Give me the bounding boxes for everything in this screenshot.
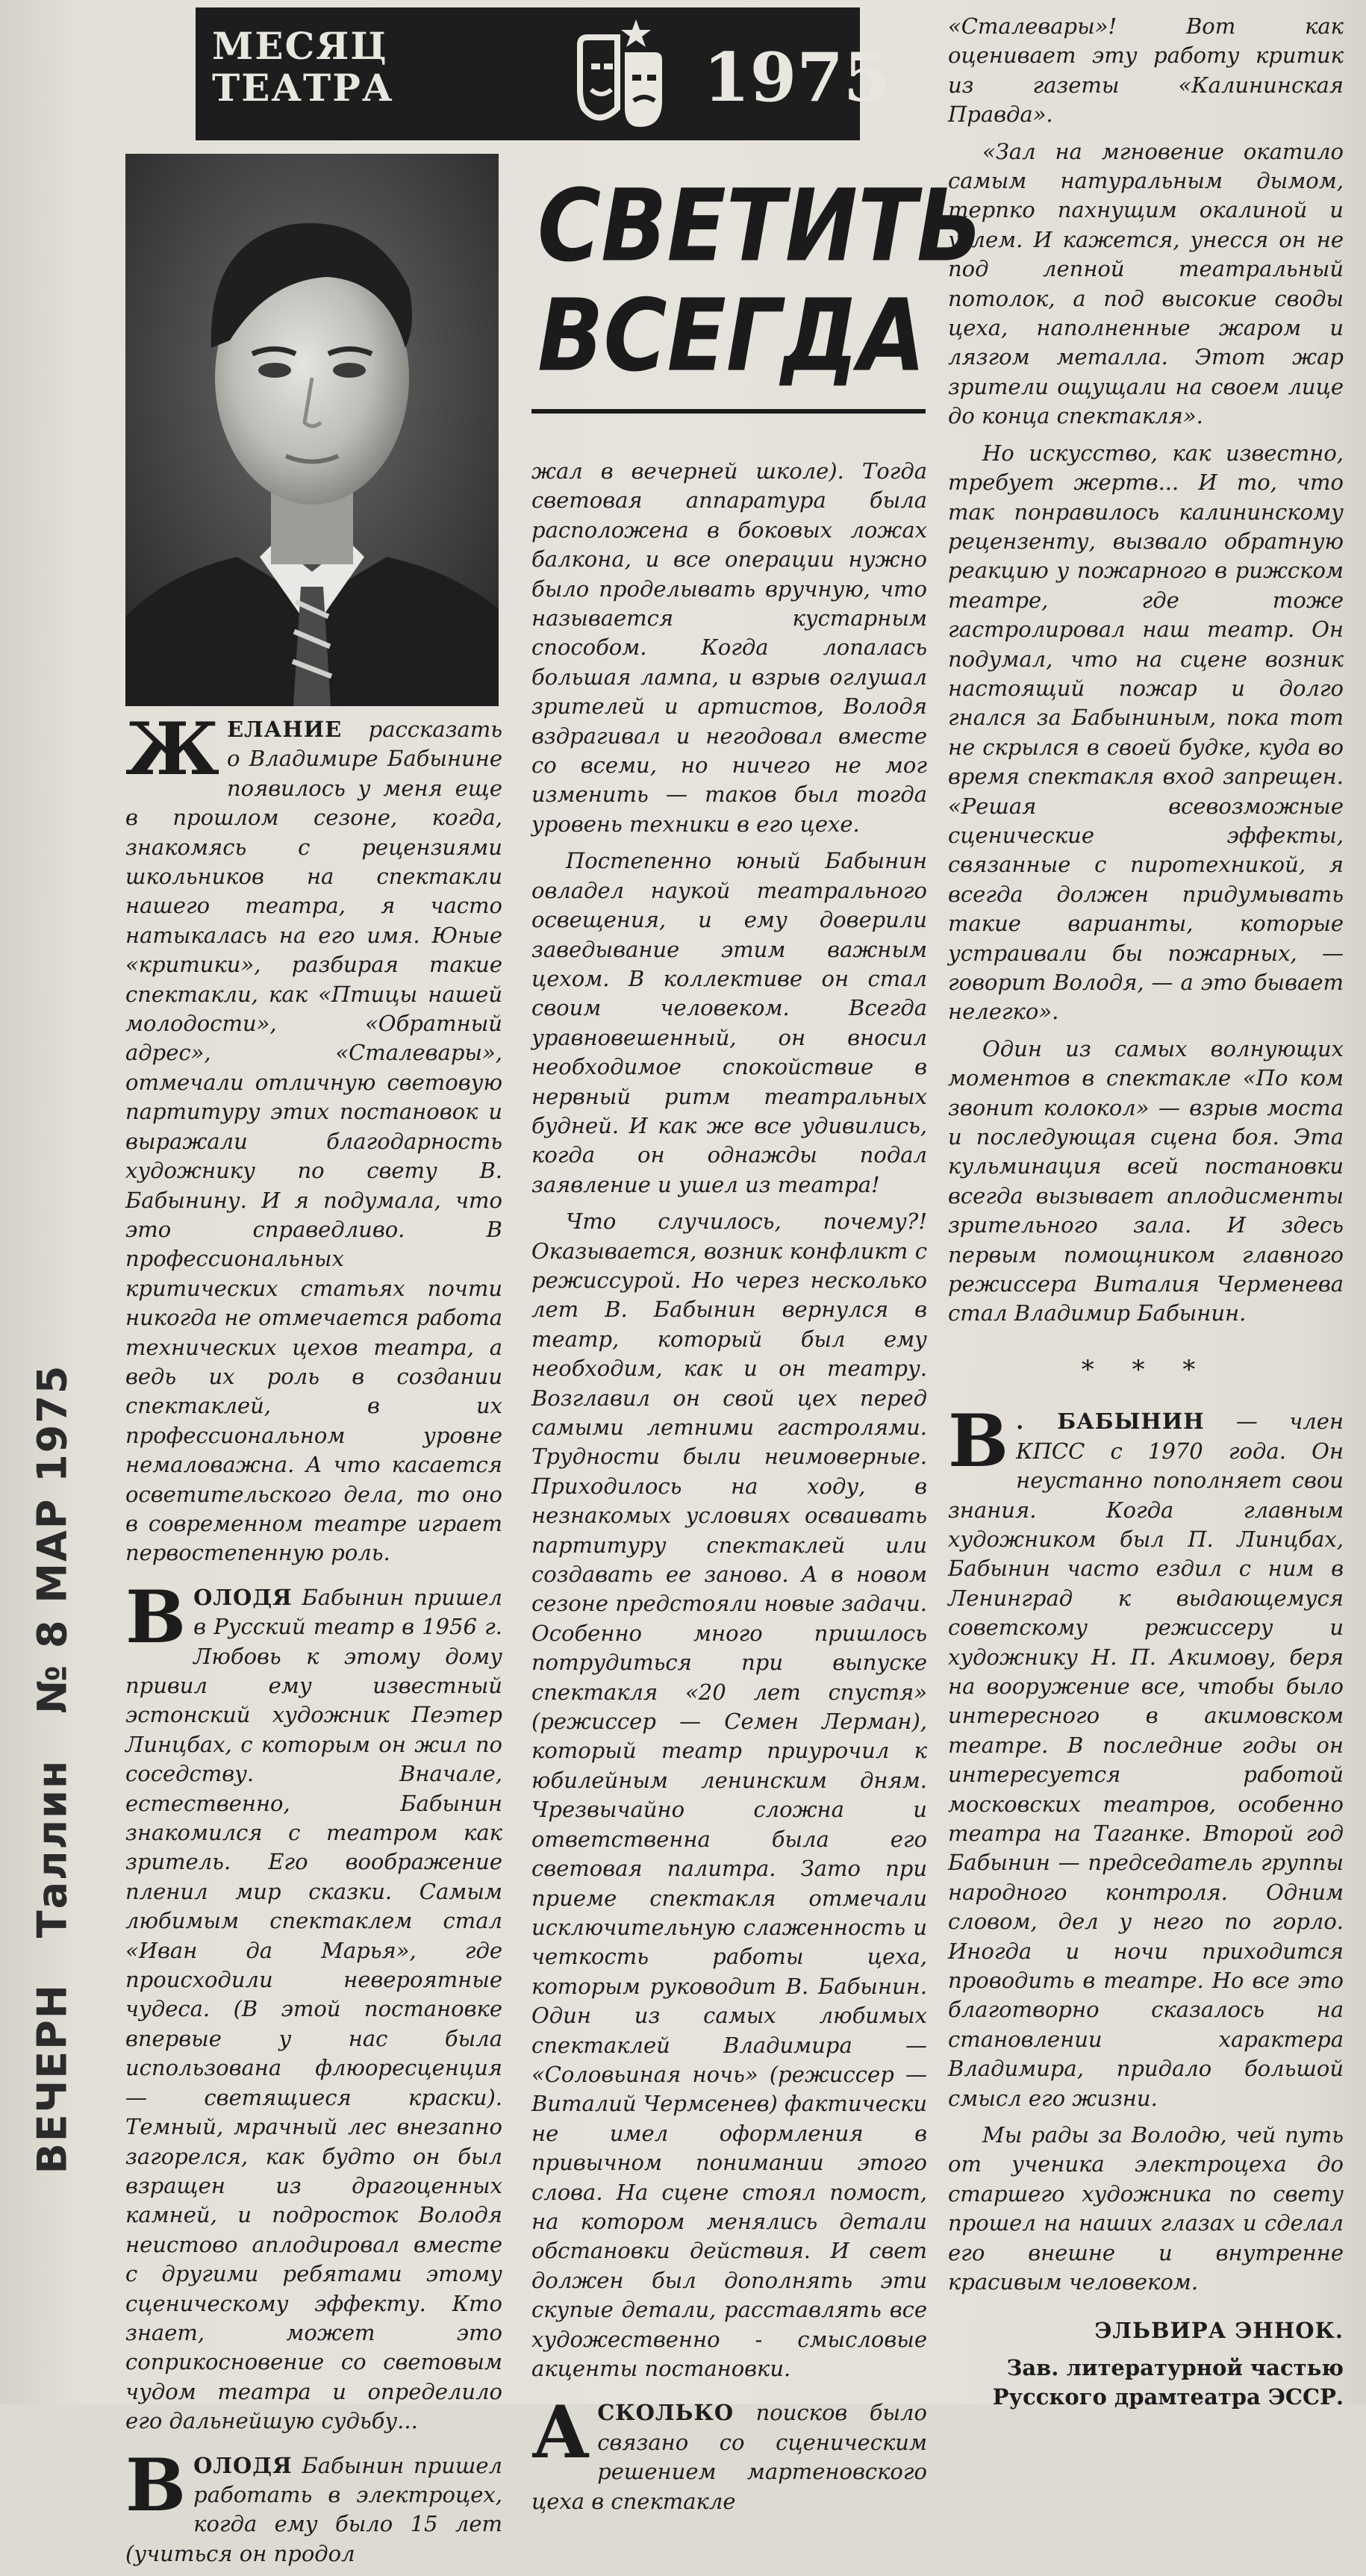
- archive-stamp: [22, 1364, 82, 2174]
- stamp-city: Таллин: [28, 1759, 76, 1939]
- lead-word: ЕЛАНИЕ: [226, 717, 343, 742]
- article-paragraph: [125, 707, 502, 1568]
- paragraph-text: поисков было связано со сценическим решением мартеновского цеха в спектакле: [531, 2400, 927, 2514]
- paragraph-text: рассказать о Владимире Бабынине появилось у меня еще в прошлом сезоне, когда, знакомясь с рецензиями школьников на спектакли нашего театра, я часто натыкалась на его имя. Юные «критики», разбирая такие спектакли, как «Птицы нашей молодости», «Обратный адрес», «Сталевары», отмечали отличную световую партитуру этих постановок и выражали благодарность художнику по свету В. Бабынину. И я подумала, что это справедливо. В профессиональных критических статьях почти никогда не отмечается работа технических цехов театра, а ведь их роль в создании спектаклей, в их профессиональном уровне немаловажна. А что касается осветительского дела, то оно в современном театре играет первостепенную роль.: [125, 717, 502, 1566]
- article-headline: [537, 168, 983, 394]
- section-separator: * * *: [1081, 1354, 1211, 1385]
- theatre-mask-star-icon: [558, 15, 684, 134]
- drop-cap: Ж: [125, 707, 219, 791]
- article-paragraph: «Сталевары»! Вот как оценивает эту работу критик из газеты «Калининская Правда».: [948, 13, 1344, 128]
- paragraph-text: — член КПСС с 1970 года. Он неустанно пополняет свои знания. Когда главным художником был П. Линцбах, Бабынин часто ездил с ним в Ленинград к выдающемуся советскому режиссеру и художнику Н. П. Акимову, беря на вооружение все, чтобы было интересного в акимовском театре. В последние годы он интересуется работой московских театров, особенно театра на Таганке. Второй год Бабынин — председатель группы народного контроля. Одним словом, дел у него по горло. Иногда и ночи приходится проводить в театре. Но все это благотворно сказалось на становлении характера Владимира, придало большой смысл его жизни.: [948, 1409, 1344, 2111]
- article-column-2: [531, 457, 927, 2524]
- banner-title: МЕСЯЦ ТЕАТРА: [212, 24, 394, 110]
- article-column-1: [125, 707, 502, 2576]
- lead-word: . БАБЫНИН: [1016, 1409, 1205, 1435]
- article-paragraph: «Зал на мгновение окатило самым натуральным дымом, терпко пахнущим окалиной и углем. И кажется, унесся он не под лепной театральный потолок, а под высокие своды цеха, наполненные жаром и лязгом металла. Этот жар зрители ощущали на своем лице до конца спектакля».: [948, 138, 1344, 429]
- lead-word: СКОЛЬКО: [597, 2400, 735, 2426]
- article-paragraph: Постепенно юный Бабынин овладел наукой театрального освещения, и ему доверили заведывание этим важным цехом. В коллективе он стал своим человеком. Всегда уравновешенный, он вносил необходимое спокойствие в нервный ритм театральных будней. И как же все удивились, когда он однажды подал заявление и ушел из театра!: [531, 848, 927, 1197]
- paragraph-text: Бабынин пришел в Русский театр в 1956 г. Любовь к этому дому привил ему известный эстонский художник Пеэтер Линцбах, с которым он жил по соседству. Вначале, естественно, Бабынин знакомился с театром как зритель. Его воображение пленил мир сказки. Самым любимым спектаклем стал «Иван да Марья», где происходили невероятные чудеса. (В этой постановке впервые у нас была использована флюоресценция — светящиеся краски). Темный, мрачный лес внезапно загорелся, как будто он был взращен из драгоценных камней, и подросток Володя неистово аплодировал вместе с другими ребятами этому сценическому эффекту. Кто знает, может это соприкосновение со световым чудом театра и определило его дальнейшую судьбу...: [125, 1584, 502, 2434]
- archive-stamp-text: [29, 1335, 76, 2174]
- drop-cap: В: [125, 2442, 187, 2527]
- article-paragraph: жал в вечерней школе). Тогда световая аппаратура была расположена в боковых ложах балкона, и все операции нужно было проделывать вручную, что называется кустарным способом. Когда лопалась большая лампа, и взрыв оглушал зрителей и артистов, Володя вздрагивал и негодовал вместе со всеми, но ничего не мог изменить — таков был тогда уровень техники в его цехе.: [531, 458, 927, 837]
- portrait-photo: [125, 154, 499, 706]
- article-paragraph: [125, 1574, 502, 2436]
- headline-line-1: СВЕТИТЬ: [537, 168, 983, 284]
- article-paragraph: [125, 2442, 502, 2569]
- headline-rule: [531, 409, 926, 414]
- lead-word: ОЛОДЯ: [193, 1584, 293, 1610]
- banner-year: 1975: [703, 38, 891, 117]
- author-role: Зав. литературной частью Русского драмтеатра ЭССР.: [992, 2354, 1344, 2410]
- stamp-date: № 8 МАР 1975: [28, 1364, 76, 1714]
- article-paragraph: Один из самых волнующих моментов в спектакле «По ком звонит колокол» — взрыв моста и последующая сцена боя. Эта кульминация всей постановки всегда вызывает аплодисменты зрительного зала. И здесь первым помощником главного режиссера Виталия Черменева стал Владимир Бабынин.: [948, 1035, 1344, 1326]
- section-banner: [196, 7, 891, 140]
- article-paragraph: Мы рады за Володю, чей путь от ученика электроцеха до старшего художника по свету прошел на наших глазах и сделал его внешне и внутренне красивым человеком.: [948, 2122, 1344, 2295]
- article-paragraph: Но искусство, как известно, требует жертв... И то, что так понравилось калининскому рецензенту, вызвало обратную реакцию у пожарного в рижском театре, где тоже гастролировал наш театр. Он подумал, что на сцене возник настоящий пожар и долго гнался за Бабыниным, пока тот не скрылся в своей будке, куда во время спектакля вход запрещен. «Решая всевозможные сценические эффекты, связанные с пиротехникой, я всегда должен придумывать такие варианты, которые устраивали бы пожарных, — говорит Володя, — а это бывает нелегко».: [948, 440, 1344, 1025]
- paragraph-text: Бабынин пришел работать в электроцех, когда ему было 15 лет (учиться он продол: [125, 2452, 502, 2566]
- drop-cap: А: [531, 2390, 590, 2475]
- article-paragraph: [531, 2390, 927, 2516]
- author-name: ЭЛЬВИРА ЭННОК.: [1094, 2318, 1344, 2344]
- drop-cap: В: [125, 1574, 187, 1659]
- article-paragraph: [948, 1399, 1344, 2113]
- article-paragraph: Что случилось, почему?! Оказывается, возник конфликт с режиссурой. Но через несколько лет В. Бабынин вернулся в театр, который был ему необходим, как и он театру. Возглавил он свой цех перед самыми летними гастролями. Трудности были неимоверные. Приходилось на ходу, в незнакомых условиях осваивать партитуру спектаклей или создавать ее заново. А в новом сезоне предстояли новые задачи. Особенно много пришлось потрудиться при выпуске спектакля «20 лет спустя» (режиссер — Семен Лерман), который театр приурочил к юбилейным ленинским дням. Чрезвычайно сложна и ответственна была его световая палитра. Зато при приеме спектакля отмечали исключительную слаженность и четкость работы цеха, которым руководит В. Бабынин. Один из самых любимых спектаклей Владимира — «Соловьиная ночь» (режиссер — Виталий Чермсенев) фактически не имел оформления в привычном понимании этого слова. На сцене стоял помост, на котором менялись детали обстановки действия. И свет должен был дополнять эти скупые детали, расставлять все художественно - смысловые акценты постановки.: [531, 1209, 928, 2381]
- article-column-3: [948, 12, 1344, 2420]
- lead-word: ОЛОДЯ: [193, 2452, 293, 2478]
- drop-cap: В: [948, 1399, 1009, 1484]
- stamp-paper: ВЕЧЕРН: [28, 1983, 76, 2174]
- headline-line-2: ВСЕГДА: [537, 278, 926, 394]
